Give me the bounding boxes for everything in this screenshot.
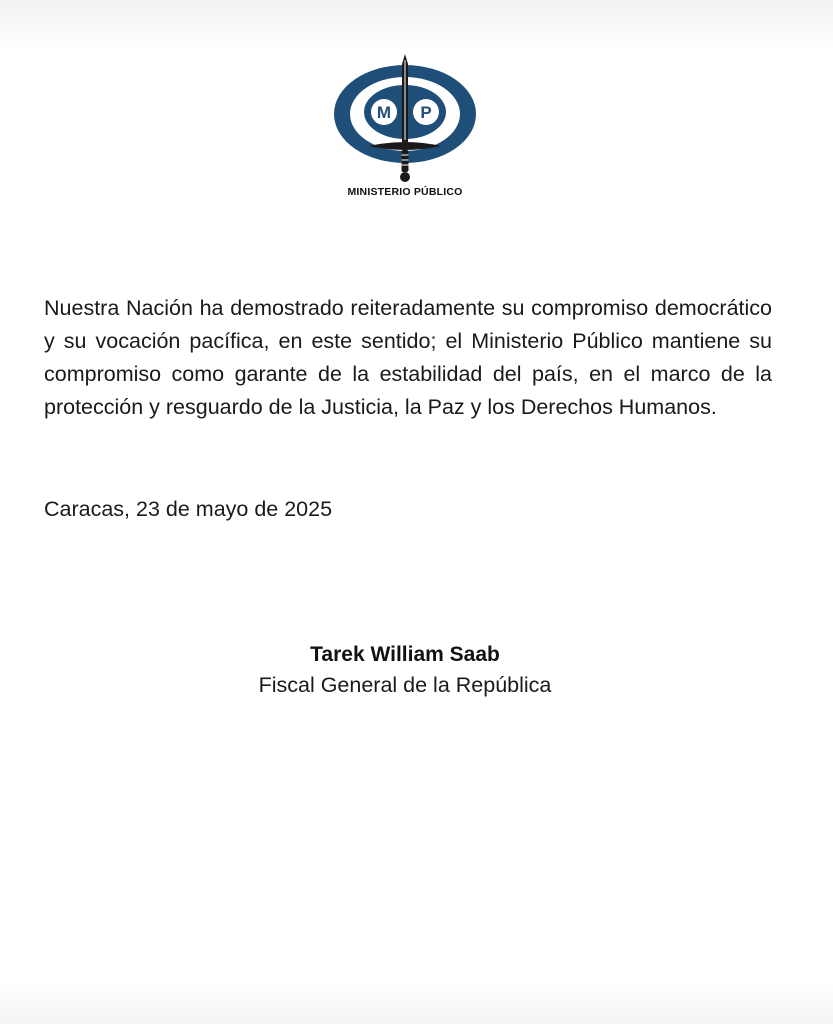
organization-name: MINISTERIO PÚBLICO [347,186,463,198]
logo-letter-m: M [376,103,392,122]
date-line: Caracas, 23 de mayo de 2025 [44,497,333,521]
top-shadow [0,0,833,52]
logo-letter-p: P [420,103,432,122]
ministerio-publico-logo [325,50,485,200]
statement-paragraph: Nuestra Nación ha demostrado reiteradamente su compromiso democrático y su vocación pacífica, en este sentido; el Ministerio Público mantiene su compromiso como garante de la estabilidad del país, en el marco de la protección y resguardo de la Justicia, la Paz y los Derechos Humanos. [44,296,772,419]
mp-emblem-icon [325,50,485,200]
bottom-shadow [0,984,833,1024]
signatory-title: Fiscal General de la República [258,673,552,697]
signature-block [200,640,610,700]
signatory-name: Tarek William Saab [310,643,500,666]
